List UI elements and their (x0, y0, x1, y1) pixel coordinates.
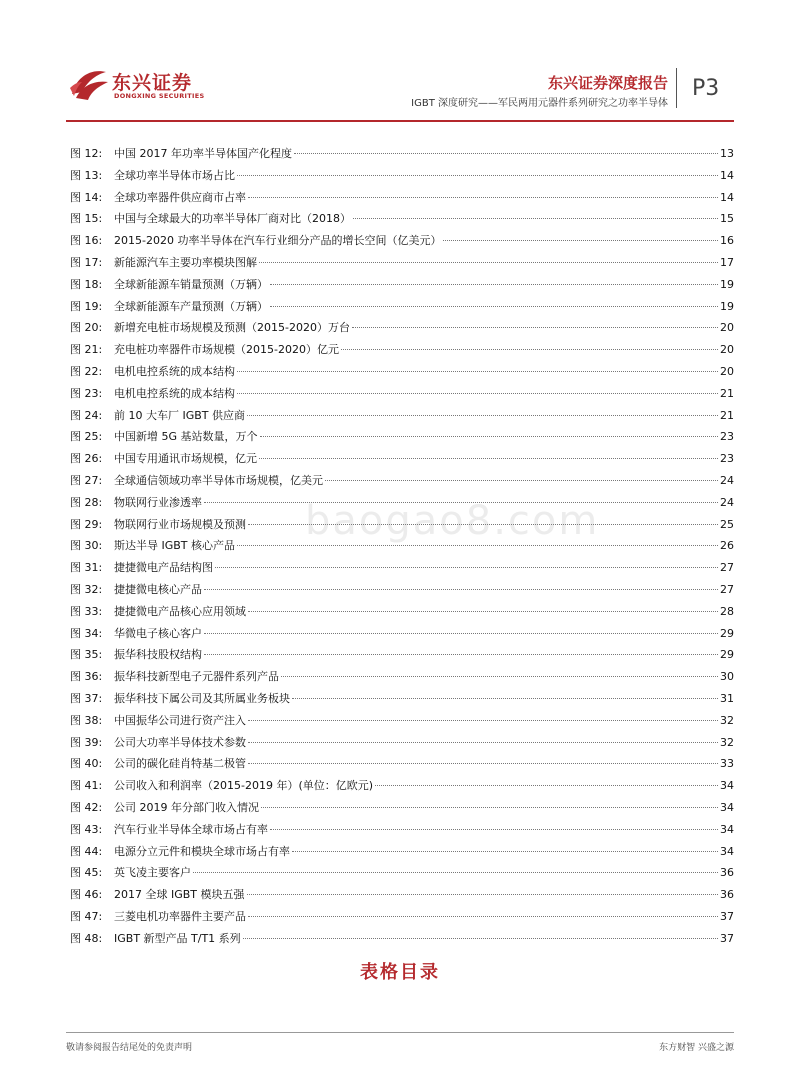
toc-entry-label: 图 23: (70, 386, 103, 400)
toc-dot-leader (248, 610, 718, 612)
toc-entry[interactable] (70, 233, 734, 255)
toc-entry-label: 图 46: (70, 888, 103, 902)
toc-entry-title: 振华科技下属公司及其所属业务板块 (114, 691, 290, 705)
toc-entry-label: 图 43: (70, 822, 103, 836)
report-type-title: 东兴证券深度报告 (547, 74, 668, 92)
toc-entry-title: 电机电控系统的成本结构 (114, 364, 235, 378)
toc-entry-label: 图 25: (70, 430, 103, 444)
toc-entry-page: 30 (720, 670, 734, 684)
toc-dot-leader (204, 653, 718, 655)
toc-entry-page: 21 (720, 386, 734, 400)
toc-entry[interactable] (70, 190, 734, 212)
toc-dot-leader (243, 937, 718, 939)
toc-entry-title: 前 10 大车厂 IGBT 供应商 (114, 408, 246, 422)
toc-dot-leader (292, 850, 718, 852)
toc-entry-page: 24 (720, 473, 734, 487)
toc-entry-label: 图 12: (70, 147, 103, 160)
toc-entry-title: 新增充电桩市场规模及预测（2015-2020）万台 (114, 321, 350, 335)
toc-entry-page: 14 (720, 168, 734, 182)
toc-entry-label: 图 27: (70, 473, 103, 487)
table-index-heading: 表格目录 (360, 962, 440, 983)
toc-entry-page: 20 (720, 364, 734, 378)
toc-entry-page: 34 (720, 822, 734, 836)
toc-entry-page: 27 (720, 561, 734, 575)
toc-entry-title: 捷捷微电核心产品 (114, 582, 202, 596)
toc-entry[interactable] (70, 865, 734, 887)
toc-entry-page: 17 (720, 255, 734, 269)
toc-entry-label: 图 35: (70, 648, 103, 662)
toc-entry-label: 图 47: (70, 909, 103, 923)
toc-dot-leader (259, 261, 718, 263)
toc-entry-page: 37 (720, 931, 734, 945)
toc-entry-title: 公司收入和利润率（2015-2019 年）(单位：亿欧元) (114, 779, 374, 793)
toc-entry[interactable] (70, 320, 734, 342)
toc-entry-label: 图 16: (70, 234, 103, 248)
toc-entry-page: 20 (720, 321, 734, 335)
toc-entry-label: 图 48: (70, 931, 103, 945)
toc-entry-label: 图 22: (70, 364, 103, 378)
toc-entry-label: 图 28: (70, 495, 103, 509)
toc-dot-leader (204, 588, 718, 590)
toc-entry-label: 图 44: (70, 844, 103, 858)
toc-entry-label: 图 19: (70, 299, 103, 313)
toc-dot-leader (292, 697, 718, 699)
toc-dot-leader (247, 414, 718, 416)
toc-entry-label: 图 21: (70, 343, 103, 357)
toc-entry[interactable] (70, 931, 734, 953)
toc-entry-label: 图 17: (70, 255, 103, 269)
toc-entry-title: 新能源汽车主要功率模块图解 (114, 255, 257, 269)
toc-entry-page: 27 (720, 582, 734, 596)
toc-entry-title: 全球新能源车产量预测（万辆） (114, 299, 268, 313)
toc-entry-label: 图 29: (70, 517, 103, 531)
toc-entry-label: 图 13: (70, 168, 103, 182)
toc-entry[interactable] (70, 386, 734, 408)
toc-entry[interactable] (70, 408, 734, 430)
toc-entry-page: 23 (720, 452, 734, 466)
toc-entry-page: 23 (720, 430, 734, 444)
toc-entry-page: 14 (720, 190, 734, 204)
toc-dot-leader (193, 871, 718, 873)
toc-entry[interactable] (70, 451, 734, 473)
report-subtitle: IGBT 深度研究——军民两用元器件系列研究之功率半导体 (411, 98, 668, 109)
toc-entry-title: 捷捷微电产品核心应用领域 (114, 604, 246, 618)
toc-dot-leader (260, 435, 718, 437)
toc-entry[interactable] (70, 756, 734, 778)
toc-entry-label: 图 41: (70, 779, 103, 793)
toc-entry-label: 图 32: (70, 582, 103, 596)
toc-entry-page: 36 (720, 888, 734, 902)
toc-dot-leader (261, 806, 718, 808)
toc-entry[interactable] (70, 299, 734, 321)
toc-entry[interactable] (70, 211, 734, 233)
toc-entry[interactable] (70, 255, 734, 277)
toc-dot-leader (325, 479, 718, 481)
toc-entry-title: 三菱电机功率器件主要产品 (114, 909, 246, 923)
toc-entry-page: 24 (720, 495, 734, 509)
toc-entry-title: 物联网行业市场规模及预测 (114, 517, 246, 531)
toc-entry-title: 中国专用通讯市场规模，亿元 (114, 452, 257, 466)
toc-entry-title: 公司大功率半导体技术参数 (114, 735, 246, 749)
toc-entry-label: 图 14: (70, 190, 103, 204)
toc-entry[interactable] (70, 909, 734, 931)
toc-entry[interactable] (70, 887, 734, 909)
toc-entry-title: 全球功率半导体市场占比 (114, 168, 235, 182)
toc-entry-title: 公司的碳化硅肖特基二极管 (114, 757, 246, 771)
toc-entry-page: 33 (720, 757, 734, 771)
toc-entry-label: 图 31: (70, 561, 103, 575)
toc-entry-title: 物联网行业渗透率 (114, 495, 202, 509)
toc-entry-title: 2017 全球 IGBT 模块五强 (114, 888, 245, 902)
toc-entry-title: 振华科技新型电子元器件系列产品 (114, 670, 279, 684)
toc-entry-title: 华微电子核心客户 (114, 626, 202, 640)
toc-dot-leader (248, 741, 718, 743)
toc-entry-label: 图 38: (70, 713, 103, 727)
toc-entry-title: 汽车行业半导体全球市场占有率 (114, 822, 268, 836)
toc-entry[interactable] (70, 735, 734, 757)
toc-entry-title: 中国振华公司进行资产注入 (114, 713, 246, 727)
toc-entry-label: 图 34: (70, 626, 103, 640)
toc-entry[interactable] (70, 822, 734, 844)
toc-entry-label: 图 37: (70, 691, 103, 705)
toc-entry-label: 图 24: (70, 408, 103, 422)
toc-entry-page: 21 (720, 408, 734, 422)
toc-entry-title: 全球通信领域功率半导体市场规模，亿美元 (114, 473, 323, 487)
footer-disclaimer: 敬请参阅报告结尾处的免责声明 (66, 1043, 193, 1053)
toc-entry-title: 捷捷微电产品结构图 (114, 561, 213, 575)
toc-entry[interactable] (70, 582, 734, 604)
toc-entry-label: 图 26: (70, 452, 103, 466)
toc-entry[interactable] (70, 364, 734, 386)
toc-entry-page: 19 (720, 277, 734, 291)
toc-entry-page: 29 (720, 626, 734, 640)
footer-rule (66, 1032, 734, 1033)
toc-entry[interactable] (70, 844, 734, 866)
toc-entry[interactable] (70, 691, 734, 713)
toc-entry-title: 斯达半导 IGBT 核心产品 (114, 539, 236, 553)
toc-entry-label: 图 30: (70, 539, 103, 553)
toc-dot-leader (270, 305, 718, 307)
toc-entry-title: IGBT 新型产品 T/T1 系列 (114, 931, 241, 945)
toc-entry-page: 19 (720, 299, 734, 313)
toc-entry-page: 34 (720, 779, 734, 793)
toc-entry-page: 26 (720, 539, 734, 553)
toc-entry-title: 公司 2019 年分部门收入情况 (114, 800, 259, 814)
toc-entry[interactable] (70, 800, 734, 822)
toc-dot-leader (237, 174, 718, 176)
footer-slogan: 东方财智 兴盛之源 (659, 1043, 734, 1053)
toc-dot-leader (237, 544, 718, 546)
toc-dot-leader (270, 828, 718, 830)
toc-entry[interactable] (70, 713, 734, 735)
toc-dot-leader (352, 326, 718, 328)
toc-entry[interactable] (70, 560, 734, 582)
toc-dot-leader (248, 762, 718, 764)
toc-dot-leader (237, 370, 718, 372)
toc-entry[interactable] (70, 473, 734, 495)
toc-entry-title: 中国与全球最大的功率半导体厂商对比（2018） (114, 212, 351, 226)
toc-entry[interactable] (70, 626, 734, 648)
toc-entry-page: 34 (720, 800, 734, 814)
toc-entry[interactable] (70, 277, 734, 299)
toc-dot-leader (247, 893, 718, 895)
dongxing-logo-icon (68, 64, 112, 104)
toc-entry-label: 图 20: (70, 321, 103, 335)
toc-dot-leader (215, 566, 718, 568)
toc-entry-label: 图 40: (70, 757, 103, 771)
toc-entry[interactable] (70, 604, 734, 626)
toc-entry-page: 16 (720, 234, 734, 248)
toc-entry-page: 34 (720, 844, 734, 858)
logo-name-en: DONGXING SECURITIES (114, 92, 205, 100)
toc-dot-leader (204, 632, 718, 634)
figure-index-list (70, 146, 734, 952)
toc-dot-leader (341, 348, 718, 350)
toc-dot-leader (248, 719, 718, 721)
toc-entry-page: 37 (720, 909, 734, 923)
toc-dot-leader (353, 217, 718, 219)
page-number: P3 (692, 76, 720, 101)
toc-entry-title: 电机电控系统的成本结构 (114, 386, 235, 400)
toc-entry-label: 图 42: (70, 800, 103, 814)
toc-dot-leader (259, 457, 718, 459)
toc-entry[interactable] (70, 429, 734, 451)
logo-name-cn: 东兴证券 (112, 72, 193, 94)
toc-entry-page: 13 (720, 147, 734, 160)
toc-entry-page: 15 (720, 212, 734, 226)
toc-entry-page: 29 (720, 648, 734, 662)
toc-dot-leader (375, 784, 718, 786)
company-logo (68, 64, 208, 108)
toc-entry-title: 振华科技股权结构 (114, 648, 202, 662)
toc-dot-leader (248, 196, 718, 198)
toc-entry-label: 图 18: (70, 277, 103, 291)
toc-entry-page: 28 (720, 604, 734, 618)
toc-entry-page: 20 (720, 343, 734, 357)
toc-dot-leader (443, 239, 718, 241)
toc-entry[interactable] (70, 168, 734, 190)
header-rule (66, 120, 734, 122)
toc-entry-title: 全球功率器件供应商市占率 (114, 190, 246, 204)
toc-entry-title: 全球新能源车销量预测（万辆） (114, 277, 268, 291)
toc-entry-title: 充电桩功率器件市场规模（2015-2020）亿元 (114, 343, 339, 357)
toc-entry-title: 2015-2020 功率半导体在汽车行业细分产品的增长空间（亿美元） (114, 234, 442, 248)
toc-dot-leader (294, 152, 718, 154)
toc-entry-label: 图 15: (70, 212, 103, 226)
toc-entry-page: 31 (720, 691, 734, 705)
toc-entry-label: 图 36: (70, 670, 103, 684)
toc-entry[interactable] (70, 146, 734, 168)
toc-entry-title: 英飞凌主要客户 (114, 866, 191, 880)
toc-entry-label: 图 45: (70, 866, 103, 880)
watermark: baogao8.com (305, 498, 600, 544)
toc-dot-leader (281, 675, 718, 677)
toc-entry-page: 32 (720, 713, 734, 727)
toc-entry-label: 图 33: (70, 604, 103, 618)
toc-entry-page: 25 (720, 517, 734, 531)
header-divider (676, 68, 677, 108)
toc-entry-page: 36 (720, 866, 734, 880)
toc-dot-leader (237, 392, 718, 394)
toc-dot-leader (248, 915, 718, 917)
toc-entry-title: 电源分立元件和模块全球市场占有率 (114, 844, 290, 858)
toc-entry-page: 32 (720, 735, 734, 749)
toc-entry[interactable] (70, 778, 734, 800)
toc-entry[interactable] (70, 647, 734, 669)
toc-entry-title: 中国 2017 年功率半导体国产化程度 (114, 147, 292, 160)
toc-dot-leader (270, 283, 718, 285)
toc-entry[interactable] (70, 669, 734, 691)
toc-entry-label: 图 39: (70, 735, 103, 749)
toc-entry-title: 中国新增 5G 基站数量，万个 (114, 430, 258, 444)
toc-entry[interactable] (70, 342, 734, 364)
